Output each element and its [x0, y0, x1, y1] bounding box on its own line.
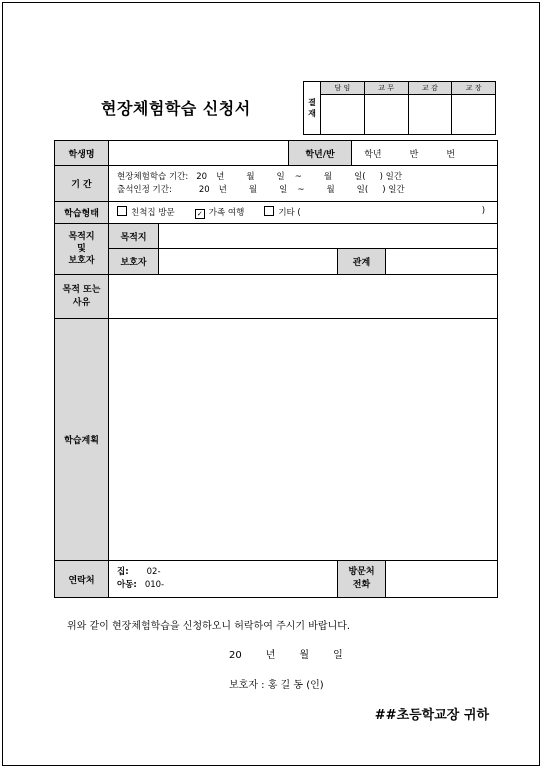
type-close-paren: ) — [481, 206, 486, 216]
contact-label: 연락처 — [55, 561, 109, 598]
purpose-label-line2: 사유 — [72, 297, 91, 308]
period-label: 기 간 — [55, 166, 109, 202]
checkbox-family-trip[interactable]: ✓ — [195, 209, 205, 219]
visit-phone-label-line1: 방문처 — [348, 567, 375, 577]
learning-type-label: 학습형태 — [55, 202, 109, 224]
approval-header-principal: 교 장 — [452, 82, 496, 95]
contact-field[interactable] — [109, 561, 338, 598]
approval-sign-principal[interactable] — [452, 95, 496, 135]
home-phone-line — [117, 566, 337, 579]
period-field[interactable] — [109, 166, 498, 202]
checkbox-other[interactable] — [264, 206, 274, 216]
destination-guardian-label-line2: 및 — [77, 244, 86, 254]
type-option-other[interactable] — [264, 208, 300, 218]
guardian-signature: 보호자 : 홍 길 동 (인) — [229, 680, 324, 691]
student-name-field[interactable] — [109, 141, 289, 166]
trip-start-day-unit: 일 — [276, 171, 285, 182]
approval-sign-academic[interactable] — [364, 95, 408, 135]
date-day-unit: 일 — [333, 650, 343, 661]
approval-header-vice-principal: 교 감 — [408, 82, 452, 95]
student-name-label: 학생명 — [55, 141, 109, 166]
attendance-end-month-unit: 월 — [326, 184, 335, 195]
date-year-prefix: 20 — [229, 650, 242, 661]
approval-header-homeroom: 담 임 — [321, 82, 365, 95]
purpose-label-line1: 목적 또는 — [62, 284, 101, 295]
trip-year-prefix: 20 — [196, 171, 208, 182]
approval-sign-homeroom[interactable] — [321, 95, 365, 135]
child-phone-line — [117, 579, 337, 592]
learning-plan-label: 학습계획 — [55, 319, 109, 561]
trip-period-label: 현장체험학습 기간: — [117, 171, 189, 182]
type-option-relative-visit-label: 친척집 방문 — [131, 208, 175, 218]
attendance-period-line — [117, 184, 497, 197]
destination-guardian-label-line3: 보호자 — [68, 256, 95, 266]
trip-days-close: ) 일간 — [379, 171, 403, 182]
form-page — [2, 2, 540, 766]
relation-label: 관계 — [338, 249, 386, 275]
signature-date — [229, 646, 343, 661]
guardian-field[interactable] — [159, 249, 338, 275]
learning-type-field — [109, 202, 498, 224]
trip-period-line — [117, 171, 497, 184]
trip-end-month-unit: 월 — [323, 171, 333, 182]
class-suffix: 반 — [409, 149, 419, 160]
purpose-field[interactable] — [109, 275, 498, 319]
home-phone-label: 집: — [117, 567, 129, 577]
attendance-period-label: 출석인정 기간: — [117, 184, 172, 195]
trip-end-day-paren: 일( — [354, 171, 366, 182]
destination-guardian-label-line1: 목적지 — [68, 232, 95, 242]
child-phone-label: 아동: — [117, 580, 137, 590]
attendance-days-close: ) 일간 — [382, 184, 405, 195]
attendance-year-unit: 년 — [218, 184, 227, 195]
relation-field[interactable] — [386, 249, 498, 275]
page-title: 현장체험학습 신청서 — [101, 99, 251, 118]
date-year-unit: 년 — [265, 650, 276, 661]
grade-suffix: 학년 — [364, 149, 382, 160]
approval-label: 결 재 — [304, 82, 321, 135]
type-option-family-trip[interactable] — [195, 208, 245, 218]
grade-class-field[interactable] — [352, 141, 498, 166]
approval-sign-vice-principal[interactable] — [408, 95, 452, 135]
destination-label: 목적지 — [109, 224, 159, 249]
child-phone-value: 010- — [144, 580, 165, 590]
attendance-start-day-unit: 일 — [279, 184, 288, 195]
grade-class-label: 학년/반 — [289, 141, 352, 166]
number-suffix: 번 — [446, 149, 456, 160]
visit-phone-label-line2: 전화 — [352, 580, 371, 590]
visit-phone-field[interactable] — [386, 561, 498, 598]
destination-guardian-label — [55, 224, 109, 275]
purpose-label — [55, 275, 109, 319]
approval-table — [303, 81, 496, 135]
type-option-family-trip-label: 가족 여행 — [208, 208, 245, 218]
destination-field[interactable] — [159, 224, 498, 249]
visit-phone-label — [338, 561, 386, 598]
trip-tilde: ~ — [294, 171, 302, 182]
checkbox-relative-visit[interactable] — [117, 206, 127, 216]
approval-header-academic: 교 무 — [364, 82, 408, 95]
attendance-end-day-paren: 일( — [356, 184, 369, 195]
trip-year-unit: 년 — [216, 171, 225, 182]
attendance-tilde: ~ — [297, 184, 305, 195]
trip-start-month-unit: 월 — [246, 171, 255, 182]
type-option-other-label: 기타 ( — [278, 208, 301, 218]
type-option-relative-visit[interactable] — [117, 208, 175, 218]
home-phone-value: 02- — [146, 567, 161, 577]
attendance-year-prefix: 20 — [198, 184, 210, 195]
school-addressee: ##초등학교장 귀하 — [374, 708, 489, 723]
application-statement: 위와 같이 현장체험학습을 신청하오니 허락하여 주시기 바랍니다. — [67, 621, 351, 632]
learning-plan-field[interactable] — [109, 319, 498, 561]
guardian-label: 보호자 — [109, 249, 159, 275]
application-form-table — [54, 140, 498, 598]
attendance-start-month-unit: 월 — [248, 184, 258, 195]
date-month-unit: 월 — [299, 650, 310, 661]
